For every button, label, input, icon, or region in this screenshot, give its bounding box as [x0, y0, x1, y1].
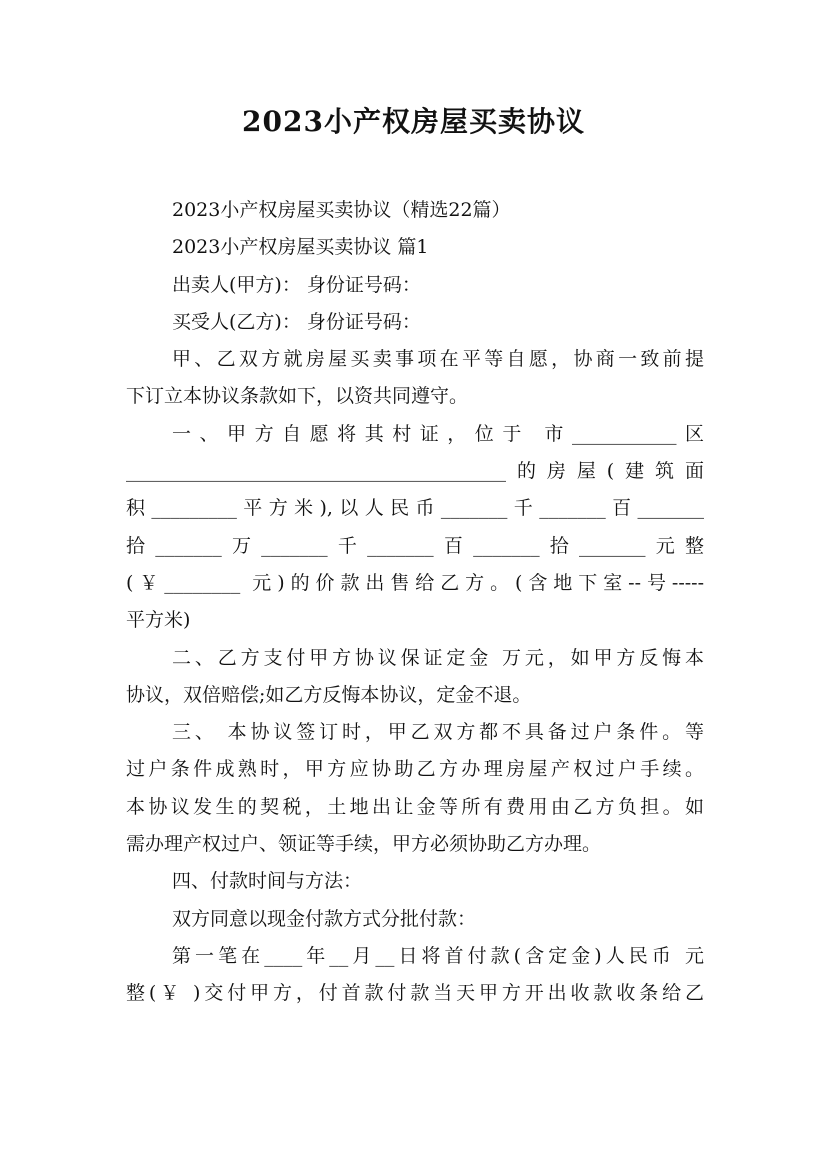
- clause-4-line: 双方同意以现金付款方式分批付款：: [172, 907, 477, 930]
- clause-1-line: 拾_______万_______千_______百_______拾_______元整: [126, 534, 704, 557]
- document-title: 2023小产权房屋买卖协议: [242, 105, 585, 138]
- clause-1-line: (￥________ 元)的价款出售给乙方。(含地下室--号-----: [126, 571, 704, 594]
- seller-line: 出卖人(甲方)： 身份证号码：: [172, 273, 421, 296]
- clause-1-line: ________________________________________的房屋(建筑面: [126, 460, 704, 483]
- paragraph-line: 下订立本协议条款如下，以资共同遵守。: [126, 385, 469, 408]
- clause-3-line: 过户条件成熟时，甲方应协助乙方办理房屋产权过户手续。: [126, 758, 704, 781]
- clause-4-line: 第一笔在____年__月__日将首付款(含定金)人民币 元: [172, 944, 704, 967]
- clause-4-heading: 四、付款时间与方法：: [172, 870, 363, 893]
- section-heading: 2023小产权房屋买卖协议 篇1: [172, 236, 429, 259]
- clause-1-line: 平方米): [126, 609, 191, 632]
- clause-2-line: 二、乙方支付甲方协议保证定金 万元，如甲方反悔本: [172, 646, 704, 669]
- clause-2-line: 协议，双倍赔偿;如乙方反悔本协议，定金不退。: [126, 683, 532, 706]
- clause-3-line: 需办理产权过户、领证等手续，甲方必须协助乙方办理。: [126, 833, 602, 856]
- paragraph-line: 甲、乙双方就房屋买卖事项在平等自愿，协商一致前提: [172, 348, 704, 371]
- clause-3-line: 三、 本协议签订时，甲乙双方都不具备过户条件。等: [172, 721, 704, 744]
- clause-1-line: 一、甲方自愿将其村证，位于 市___________区: [172, 422, 704, 445]
- clause-4-line: 整(￥ )交付甲方，付首款付款当天甲方开出收款收条给乙: [126, 982, 704, 1005]
- buyer-line: 买受人(乙方)： 身份证号码：: [172, 310, 421, 333]
- subtitle-line: 2023小产权房屋买卖协议（精选22篇）: [172, 199, 511, 221]
- clause-3-line: 本协议发生的契税，土地出让金等所有费用由乙方负担。如: [126, 795, 704, 818]
- document-body: [126, 192, 704, 1013]
- clause-1-line: 积_________平方米),以人民币_______千_______百_______: [126, 497, 704, 520]
